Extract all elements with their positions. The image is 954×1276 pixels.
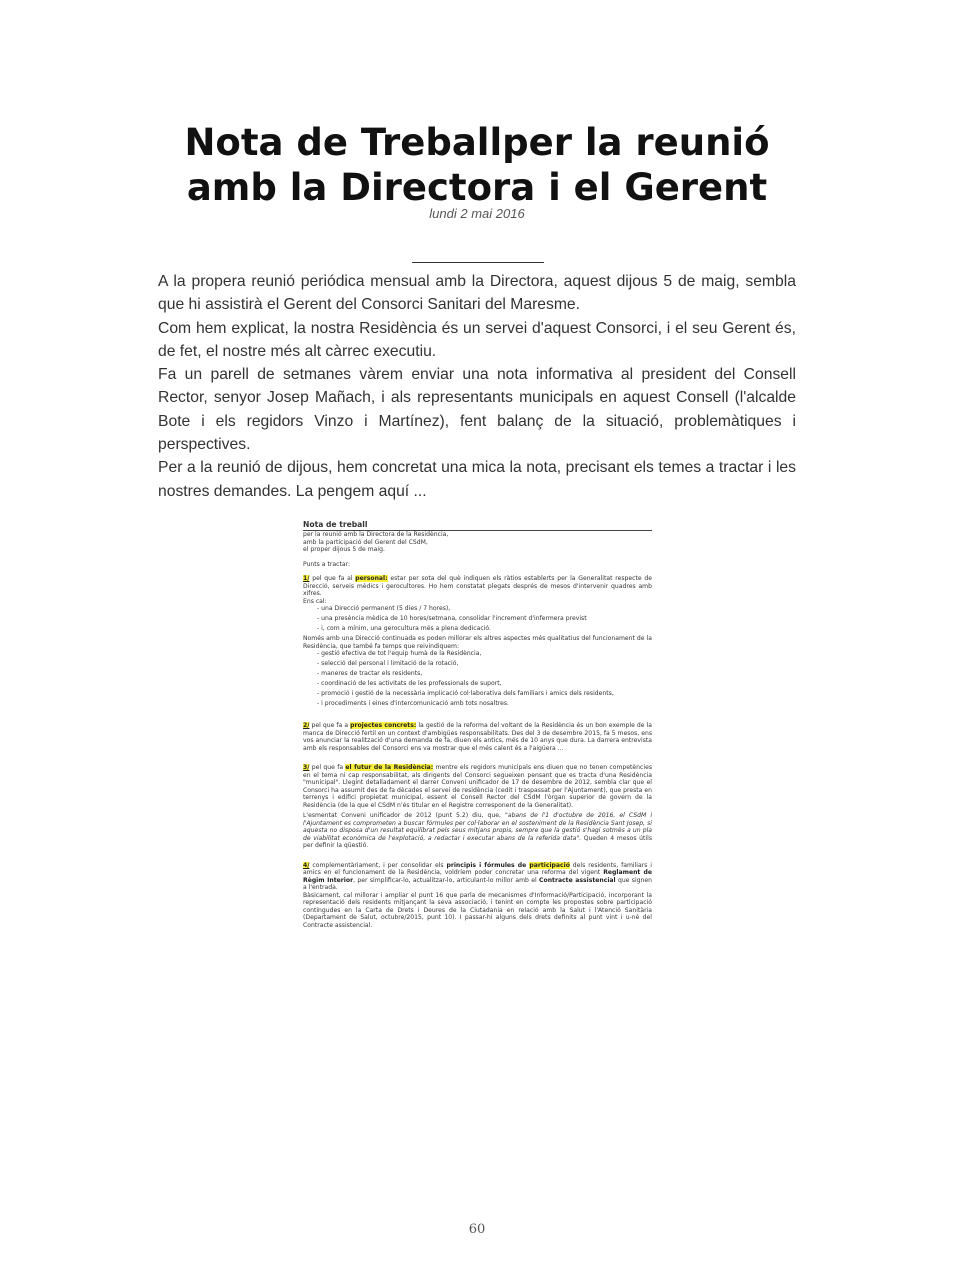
- paragraph: Per a la reunió de dijous, hem concretat una mica la nota, precisant els temes a tractar i les nostres demandes. La pengem aquí ...: [158, 459, 796, 500]
- point-number: 2/: [303, 722, 310, 729]
- note-followup: Només amb una Direcció continuada es poden millorar els altres aspectes més qualitatius del funcionament de la Residència, que també fa temps que reivindiquem:: [303, 635, 652, 650]
- page-title: [130, 120, 824, 210]
- list-item: - coordinació de les activitats de les professionals de suport,: [317, 680, 652, 688]
- note-intro-line: per la reunió amb la Directora de la Residència,: [303, 531, 449, 538]
- list-item: - i procediments i eines d'intercomunicació amb tots nosaltres.: [317, 700, 652, 708]
- list-item: - selecció del personal i limitació de la rotació,: [317, 660, 652, 668]
- list-item: - i, com a mínim, una gerocultura més a plena dedicació.: [317, 625, 652, 633]
- list-item: - maneres de tractar els residents,: [317, 670, 652, 678]
- note-aspects-list: [303, 650, 652, 708]
- highlight: projectes concrets:: [350, 722, 417, 729]
- paragraph: Com hem explicat, la nostra Residència és un servei d'aquest Consorci, i el seu Gerent és, de fet, el nostre més alt càrrec executiu.: [158, 319, 796, 360]
- title-line-2: amb la Directora i el Gerent: [186, 166, 768, 209]
- note-point-4: 4/ complementàriament, i per consolidar els principis i fórmules de participació dels residents, familiars i amics en el funcionament de la Residència, voldríem poder concretar una reforma del vigent Reglament de Règim Interior, per simplificar-lo, actualitzar-lo, articulant-lo millor amb el Contracte assistencial que signen a l'entrada.: [303, 861, 652, 891]
- paragraph: Fa un parell de setmanes vàrem enviar una nota informativa al president del Consell Rector, senyor Josep Mañach, i als representants municipals en aquest Consell (l'alcalde Bote i els regidors Vinzo i Martínez), fent balanç de la situació, problemàtiques i perspectives.: [158, 366, 796, 454]
- highlight: participació: [529, 861, 570, 869]
- highlight: el futur de la Residència:: [345, 764, 434, 771]
- highlight: personal:: [355, 575, 388, 582]
- note-intro-line: el proper dijous 5 de maig.: [303, 546, 385, 553]
- note-point-4-continued: Bàsicament, cal millorar i ampliar el punt 16 que parla de mecanismes d'Informació/Participació, incorporant la representació dels residents mitjançant la seva associació, i tenint en compte les propostes sobre participació contingudes en la Carta de Drets i Deures de la Ciutadania en relació amb la Salut i l'Atenció Sanitària (Departament de Salut, octubre/2015, punt 10). I passar-hi alguns dels drets definits al punt vint i u-nè del Contracte assistencial.: [303, 891, 652, 929]
- list-item: - una Direcció permanent (5 dies / 7 hores),: [317, 605, 652, 613]
- list-item: - gestió efectiva de tot l'equip humà de la Residència,: [317, 650, 652, 658]
- date-line: lundi 2 mai 2016: [429, 206, 525, 221]
- note-point-1: 1/ pel que fa al personal: estar per sota del què indiquen els ràtios establerts per la Generalitat respecte de Direcció, serveis mèdics i gerocultores. Ho hem constatat plegats després de mesos d'intervenir quadres amb xifres.: [303, 575, 652, 597]
- paragraph: A la propera reunió periódica mensual amb la Directora, aquest dijous 5 de maig, sembla que hi assistirà el Gerent del Consorci Sanitari del Maresme.: [158, 273, 796, 314]
- note-point-3-continued: L'esmentat Conveni unificador de 2012 (punt 5.2) diu, que, "abans de l'1 d'octubre de 2016, el CSdM i l'Ajuntament es comprometen a buscar fórmules per col·laborar en el sosteniment de la Residència Sant Josep, si aquesta no disposa d'un resultat equilibrat pels seus mitjans propis, sempre que la gestió s'hagi sotmès a un pla de viabilitat econòmica de l'explotació, a redactar i executar abans de la referida data". Queden 4 mesos útils per definir la qüestió.: [303, 812, 652, 849]
- point-number: 1/: [303, 575, 310, 582]
- embedded-note-image: [303, 520, 652, 984]
- list-item: - una presència mèdica de 10 hores/setmana, consolidar l'increment d'infermera previst: [317, 615, 652, 623]
- note-intro-line: amb la participació del Gerent del CSdM,: [303, 538, 428, 546]
- title-line-1: Nota de Treballper la reunió: [184, 121, 770, 164]
- point-number: 4/: [303, 861, 310, 869]
- note-point-2: 2/ pel que fa a projectes concrets: la gestió de la reforma del voltant de la Residència és un bon exemple de la manca de Direcció fertil en un context d'ambigües responsabilitats. Des del 3 de desembre 2015, fa 5 mesos, ens vos anunciar la realització d'una demanda de fa, diuen els antics, més de 10 anys que dura. La darrera entrevista amb els responsables del Consorci ens va mostrar que el més calent és a l'aigüera ...: [303, 722, 652, 752]
- title-separator: [412, 262, 544, 263]
- page-number: 60: [468, 1222, 486, 1237]
- note-points-heading: Punts a tractar:: [303, 560, 351, 568]
- list-item: - promoció i gestió de la necessària implicació col·laborativa dels familiars i amics dels residents,: [317, 690, 652, 698]
- note-needs-label: Ens cal:: [303, 597, 327, 605]
- note-needs-list: [303, 605, 652, 633]
- body-text: [158, 270, 796, 503]
- point-number: 3/: [303, 764, 310, 771]
- note-title: Nota de treball: [303, 520, 652, 531]
- note-point-3: 3/ pel que fa el futur de la Residència: mentre els regidors municipals ens diuen que no tenen competències en el tema ni cap responsabilitat, als dirigents del Consorci segueixen pensant que es tracta d'una Residència "municipal". Llegint detalladament el darrer Conveni unificador de 17 de desembre de 2012, sembla clar que el Consorci ha assumit des de fa dècades el servei de residència (cedit i traspassat per l'Ajuntament), que presta en terrenys i edifici propietat municipal, essent el Consell Rector del CSdM l'òrgan superior de govern de la Residència (de la que el CSdM n'és titular en el Registre corresponent de la Generalitat).: [303, 764, 652, 809]
